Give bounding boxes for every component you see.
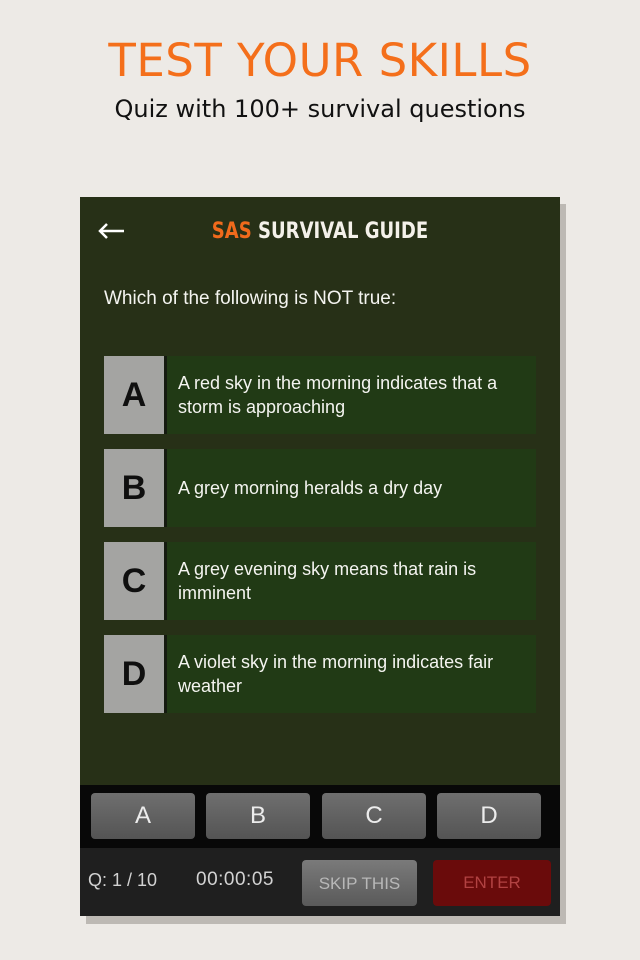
answer-letter: C (104, 542, 167, 620)
answer-option-b[interactable] (104, 449, 536, 527)
app-screen (80, 197, 560, 916)
answer-letter: D (104, 635, 167, 713)
answer-text: A red sky in the morning indicates that a storm is approaching (178, 373, 498, 417)
logo-guide-text: SURVIVAL GUIDE (258, 219, 429, 244)
enter-button[interactable]: ENTER (433, 860, 551, 906)
answer-option-a[interactable] (104, 356, 536, 434)
promo-subtitle: Quiz with 100+ survival questions (114, 95, 526, 123)
back-button[interactable] (96, 217, 126, 245)
answer-letter: B (104, 449, 167, 527)
choice-button-a[interactable]: A (91, 793, 195, 839)
choice-button-b[interactable]: B (206, 793, 310, 839)
promo-title: TEST YOUR SKILLS (108, 34, 532, 87)
answer-option-d[interactable] (104, 635, 536, 713)
logo-sas-text: SAS (211, 219, 252, 244)
choice-button-c[interactable]: C (322, 793, 426, 839)
status-bar (80, 848, 560, 916)
question-counter: Q: 1 / 10 (88, 870, 158, 890)
choice-bar (80, 785, 560, 848)
answer-text: A grey morning heralds a dry day (178, 478, 443, 498)
answer-text: A grey evening sky means that rain is imminent (178, 559, 477, 603)
skip-button[interactable]: SKIP THIS (302, 860, 417, 906)
answer-letter: A (104, 356, 167, 434)
answer-text: A violet sky in the morning indicates fair weather (178, 652, 494, 696)
question-text: Which of the following is NOT true: (104, 288, 397, 309)
answer-option-c[interactable] (104, 542, 536, 620)
choice-button-d[interactable]: D (437, 793, 541, 839)
app-logo (123, 217, 517, 247)
timer: 00:00:05 (196, 869, 274, 890)
back-arrow-icon (96, 217, 126, 245)
